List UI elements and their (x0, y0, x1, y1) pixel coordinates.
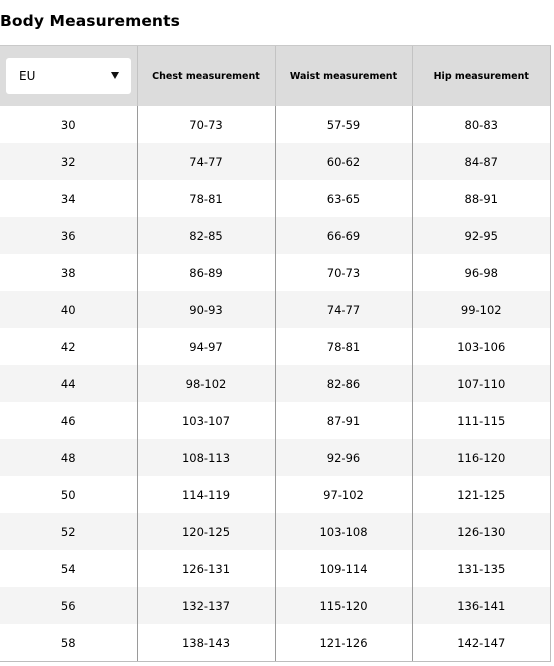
chest-cell: 90-93 (137, 291, 275, 328)
size-cell: 38 (0, 254, 137, 291)
chest-cell: 132-137 (137, 587, 275, 624)
waist-cell: 70-73 (275, 254, 412, 291)
chest-cell: 74-77 (137, 143, 275, 180)
size-cell: 42 (0, 328, 137, 365)
hip-cell: 80-83 (412, 106, 550, 143)
table-row (0, 365, 550, 402)
waist-cell: 82-86 (275, 365, 412, 402)
chest-cell: 98-102 (137, 365, 275, 402)
chest-cell: 103-107 (137, 402, 275, 439)
size-system-value: EU (19, 69, 36, 83)
size-cell: 52 (0, 513, 137, 550)
size-table-container (0, 45, 551, 662)
table-row (0, 291, 550, 328)
size-cell: 58 (0, 624, 137, 661)
column-header-waist: Waist measurement (275, 46, 412, 106)
waist-cell: 57-59 (275, 106, 412, 143)
hip-cell: 99-102 (412, 291, 550, 328)
waist-cell: 60-62 (275, 143, 412, 180)
size-system-header (0, 46, 137, 106)
hip-cell: 111-115 (412, 402, 550, 439)
size-cell: 36 (0, 217, 137, 254)
table-row (0, 217, 550, 254)
hip-cell: 131-135 (412, 550, 550, 587)
table-row (0, 513, 550, 550)
chest-cell: 138-143 (137, 624, 275, 661)
hip-cell: 84-87 (412, 143, 550, 180)
waist-cell: 74-77 (275, 291, 412, 328)
chest-cell: 108-113 (137, 439, 275, 476)
waist-cell: 97-102 (275, 476, 412, 513)
size-table (0, 46, 550, 661)
hip-cell: 116-120 (412, 439, 550, 476)
hip-cell: 96-98 (412, 254, 550, 291)
chest-cell: 78-81 (137, 180, 275, 217)
chest-cell: 82-85 (137, 217, 275, 254)
chest-cell: 70-73 (137, 106, 275, 143)
page-title: Body Measurements (0, 12, 180, 30)
table-header-row (0, 46, 550, 106)
table-row (0, 143, 550, 180)
waist-cell: 78-81 (275, 328, 412, 365)
table-row (0, 550, 550, 587)
table-row (0, 476, 550, 513)
size-cell: 40 (0, 291, 137, 328)
table-body (0, 106, 550, 661)
table-row (0, 328, 550, 365)
size-cell: 48 (0, 439, 137, 476)
column-header-chest: Chest measurement (137, 46, 275, 106)
size-cell: 50 (0, 476, 137, 513)
waist-cell: 92-96 (275, 439, 412, 476)
waist-cell: 66-69 (275, 217, 412, 254)
hip-cell: 107-110 (412, 365, 550, 402)
size-cell: 44 (0, 365, 137, 402)
size-cell: 32 (0, 143, 137, 180)
chest-cell: 86-89 (137, 254, 275, 291)
chest-cell: 94-97 (137, 328, 275, 365)
hip-cell: 136-141 (412, 587, 550, 624)
table-row (0, 624, 550, 661)
size-cell: 54 (0, 550, 137, 587)
hip-cell: 103-106 (412, 328, 550, 365)
waist-cell: 63-65 (275, 180, 412, 217)
column-header-hip: Hip measurement (412, 46, 550, 106)
hip-cell: 126-130 (412, 513, 550, 550)
hip-cell: 142-147 (412, 624, 550, 661)
table-row (0, 180, 550, 217)
waist-cell: 109-114 (275, 550, 412, 587)
chest-cell: 126-131 (137, 550, 275, 587)
table-row (0, 402, 550, 439)
table-row (0, 254, 550, 291)
table-row (0, 106, 550, 143)
waist-cell: 103-108 (275, 513, 412, 550)
size-system-select[interactable] (6, 58, 131, 94)
caret-down-icon (111, 72, 119, 79)
hip-cell: 88-91 (412, 180, 550, 217)
table-row (0, 587, 550, 624)
size-cell: 46 (0, 402, 137, 439)
hip-cell: 121-125 (412, 476, 550, 513)
size-cell: 56 (0, 587, 137, 624)
chest-cell: 114-119 (137, 476, 275, 513)
table-row (0, 439, 550, 476)
hip-cell: 92-95 (412, 217, 550, 254)
waist-cell: 87-91 (275, 402, 412, 439)
waist-cell: 121-126 (275, 624, 412, 661)
waist-cell: 115-120 (275, 587, 412, 624)
size-cell: 34 (0, 180, 137, 217)
size-cell: 30 (0, 106, 137, 143)
chest-cell: 120-125 (137, 513, 275, 550)
